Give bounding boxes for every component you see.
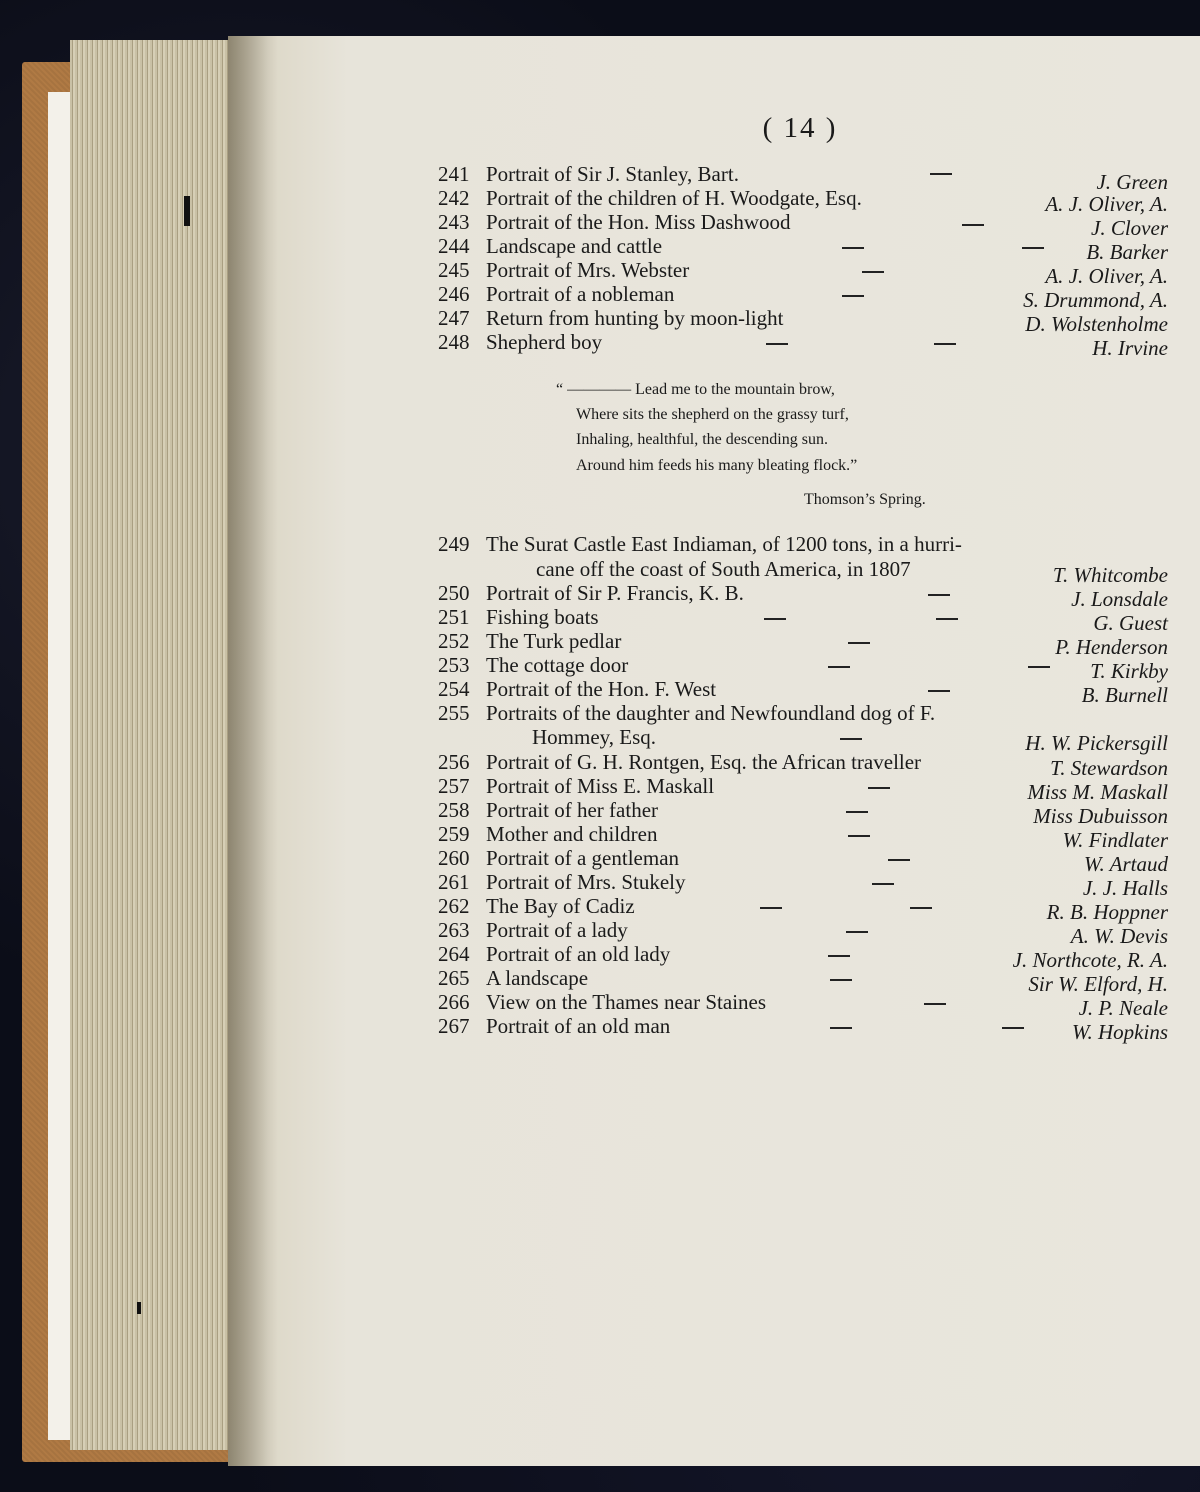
entry-artist: J. Lonsdale — [1071, 587, 1168, 611]
entry-title: Portraits of the daughter and Newfoundland dog of F. — [486, 701, 936, 725]
entry-artist: T. Stewardson — [1050, 756, 1168, 780]
entry-title: The Bay of Cadiz — [486, 894, 635, 918]
dash-separator — [848, 835, 870, 837]
entry-artist: H. W. Pickersgill — [1025, 731, 1168, 755]
catalogue-entry-continuation — [0, 725, 1200, 755]
dash-separator — [928, 594, 950, 596]
catalogue-entry — [0, 581, 1200, 611]
entry-number: 254 — [438, 677, 470, 701]
entry-artist: A. J. Oliver, A. — [1045, 264, 1168, 288]
entry-title: Portrait of a gentleman — [486, 846, 680, 870]
dash-separator — [934, 343, 956, 345]
dash-separator — [766, 343, 788, 345]
entry-title: Landscape and cattle — [486, 234, 663, 258]
entry-number: 266 — [438, 990, 470, 1014]
entry-title: Portrait of an old man — [486, 1014, 671, 1038]
catalogue-entry — [0, 894, 1200, 924]
entry-number: 259 — [438, 822, 470, 846]
entry-number: 248 — [438, 330, 470, 354]
entry-title: Portrait of her father — [486, 798, 659, 822]
dash-separator — [872, 883, 894, 885]
entry-artist: J. Clover — [1091, 216, 1168, 240]
entry-artist: Sir W. Elford, H. — [1028, 972, 1168, 996]
entry-artist: W. Hopkins — [1071, 1020, 1168, 1044]
entry-title: Portrait of Mrs. Stukely — [486, 870, 686, 894]
page-number: ( 14 ) — [762, 112, 838, 144]
entry-artist: Miss M. Maskall — [1027, 780, 1168, 804]
entry-number: 255 — [438, 701, 470, 725]
entry-artist: D. Wolstenholme — [1025, 312, 1168, 336]
dash-separator — [828, 955, 850, 957]
entry-number: 247 — [438, 306, 470, 330]
dash-separator — [846, 811, 868, 813]
catalogue-entry — [0, 822, 1200, 852]
entry-number: 243 — [438, 210, 470, 234]
entry-artist: P. Henderson — [1055, 635, 1168, 659]
entry-number: 246 — [438, 282, 470, 306]
catalogue-entry — [0, 210, 1200, 240]
entry-title: Portrait of Mrs. Webster — [486, 258, 690, 282]
entry-number: 250 — [438, 581, 470, 605]
dash-separator — [924, 1003, 946, 1005]
entry-number: 257 — [438, 774, 470, 798]
dash-separator — [848, 642, 870, 644]
entry-title: Mother and children — [486, 822, 658, 846]
quote-line: Where sits the shepherd on the grassy turf, — [576, 406, 849, 423]
quote-line: Around him feeds his many bleating flock.” — [576, 457, 858, 474]
catalogue-entry — [0, 990, 1200, 1020]
entry-number: 249 — [438, 532, 470, 556]
entry-artist: J. J. Halls — [1082, 876, 1168, 900]
catalogue-entry — [0, 162, 1200, 194]
entry-number: 262 — [438, 894, 470, 918]
dash-separator — [842, 295, 864, 297]
catalogue-entry — [0, 1014, 1200, 1044]
entry-number: 242 — [438, 186, 470, 210]
entry-number: 241 — [438, 162, 470, 186]
catalogue-entry — [0, 942, 1200, 972]
entry-artist: A. W. Devis — [1070, 924, 1168, 948]
catalogue-entry — [0, 677, 1200, 707]
catalogue-entry — [0, 532, 1200, 556]
entry-title-continued: Hommey, Esq. — [532, 725, 657, 749]
entry-title: Portrait of the children of H. Woodgate, Esq. — [486, 186, 862, 210]
entry-title-continued: cane off the coast of South America, in 1807 — [536, 557, 911, 581]
dash-separator — [862, 271, 884, 273]
entry-artist: J. Green — [1096, 170, 1168, 194]
entry-artist: Miss Dubuisson — [1033, 804, 1168, 828]
catalogue-entry — [0, 870, 1200, 900]
entry-artist: R. B. Hoppner — [1046, 900, 1168, 924]
entry-artist: T. Kirkby — [1090, 659, 1168, 683]
catalogue-entry — [0, 701, 1200, 725]
entry-artist: T. Whitcombe — [1052, 563, 1168, 587]
entry-title: Portrait of the Hon. F. West — [486, 677, 717, 701]
entry-title: Portrait of Sir J. Stanley, Bart. — [486, 162, 739, 186]
catalogue-entry — [0, 798, 1200, 828]
dash-separator — [936, 618, 958, 620]
entry-title: The Surat Castle East Indiaman, of 1200 tons, in a hurri- — [486, 532, 962, 556]
catalogue-entry — [0, 846, 1200, 876]
catalogue-entry — [0, 234, 1200, 264]
entry-number: 245 — [438, 258, 470, 282]
entry-artist: H. Irvine — [1092, 336, 1168, 360]
entry-title: The Turk pedlar — [486, 629, 622, 653]
entry-title: Portrait of a lady — [486, 918, 628, 942]
entry-artist: W. Artaud — [1083, 852, 1168, 876]
catalogue-entry — [0, 605, 1200, 635]
dash-separator — [930, 173, 952, 175]
entry-number: 260 — [438, 846, 470, 870]
dash-separator — [1028, 666, 1050, 668]
entry-title: Portrait of a nobleman — [486, 282, 675, 306]
dash-separator — [764, 618, 786, 620]
entry-artist: B. Barker — [1086, 240, 1168, 264]
entry-title: Return from hunting by moon-light — [486, 306, 784, 330]
entry-number: 244 — [438, 234, 470, 258]
entry-artist: J. Northcote, R. A. — [1012, 948, 1168, 972]
dash-separator — [1022, 247, 1044, 249]
entry-title: A landscape — [486, 966, 589, 990]
catalogue-entry — [0, 306, 1200, 336]
entry-number: 258 — [438, 798, 470, 822]
dash-separator — [828, 666, 850, 668]
entry-artist: S. Drummond, A. — [1023, 288, 1168, 312]
dash-separator — [842, 247, 864, 249]
entry-title: Portrait of Miss E. Maskall — [486, 774, 715, 798]
entry-title: View on the Thames near Staines — [486, 990, 767, 1014]
entry-number: 256 — [438, 750, 470, 774]
dash-separator — [868, 787, 890, 789]
catalogue-entry — [0, 258, 1200, 288]
catalogue-entry — [0, 966, 1200, 996]
catalogue-entry — [0, 282, 1200, 312]
entry-number: 251 — [438, 605, 470, 629]
dash-separator — [888, 859, 910, 861]
entry-artist: G. Guest — [1093, 611, 1168, 635]
entry-artist: J. P. Neale — [1078, 996, 1168, 1020]
dash-separator — [910, 907, 932, 909]
entry-number: 252 — [438, 629, 470, 653]
dash-separator — [830, 979, 852, 981]
dash-separator — [1002, 1027, 1024, 1029]
entry-artist: A. J. Oliver, A. — [1045, 192, 1168, 216]
entry-number: 253 — [438, 653, 470, 677]
catalogue-entry — [0, 750, 1200, 780]
entry-artist: B. Burnell — [1081, 683, 1168, 707]
dash-separator — [830, 1027, 852, 1029]
quote-line: Inhaling, healthful, the descending sun. — [576, 431, 828, 448]
catalogue-entry — [0, 918, 1200, 948]
catalogue-entry — [0, 186, 1200, 216]
quote-source: Thomson’s Spring. — [804, 491, 926, 508]
entry-number: 267 — [438, 1014, 470, 1038]
catalogue-entry — [0, 774, 1200, 804]
entry-title: Portrait of G. H. Rontgen, Esq. the African traveller — [486, 750, 922, 774]
entry-number: 261 — [438, 870, 470, 894]
entry-number: 263 — [438, 918, 470, 942]
catalogue-entry — [0, 629, 1200, 659]
entry-title: Portrait of Sir P. Francis, K. B. — [486, 581, 744, 605]
catalogue-entry-continuation — [0, 557, 1200, 587]
dash-separator — [928, 690, 950, 692]
dash-separator — [846, 931, 868, 933]
entry-number: 265 — [438, 966, 470, 990]
entry-title: Fishing boats — [486, 605, 599, 629]
quote-line: “ ———— Lead me to the mountain brow, — [556, 381, 835, 398]
entry-number: 264 — [438, 942, 470, 966]
dash-separator — [840, 738, 862, 740]
catalogue-entry — [0, 653, 1200, 683]
entry-title: Portrait of the Hon. Miss Dashwood — [486, 210, 791, 234]
entry-artist: W. Findlater — [1062, 828, 1168, 852]
entry-title: Shepherd boy — [486, 330, 603, 354]
dash-separator — [962, 224, 984, 226]
dash-separator — [760, 907, 782, 909]
entry-title: Portrait of an old lady — [486, 942, 671, 966]
catalogue-entry — [0, 330, 1200, 360]
entry-title: The cottage door — [486, 653, 629, 677]
